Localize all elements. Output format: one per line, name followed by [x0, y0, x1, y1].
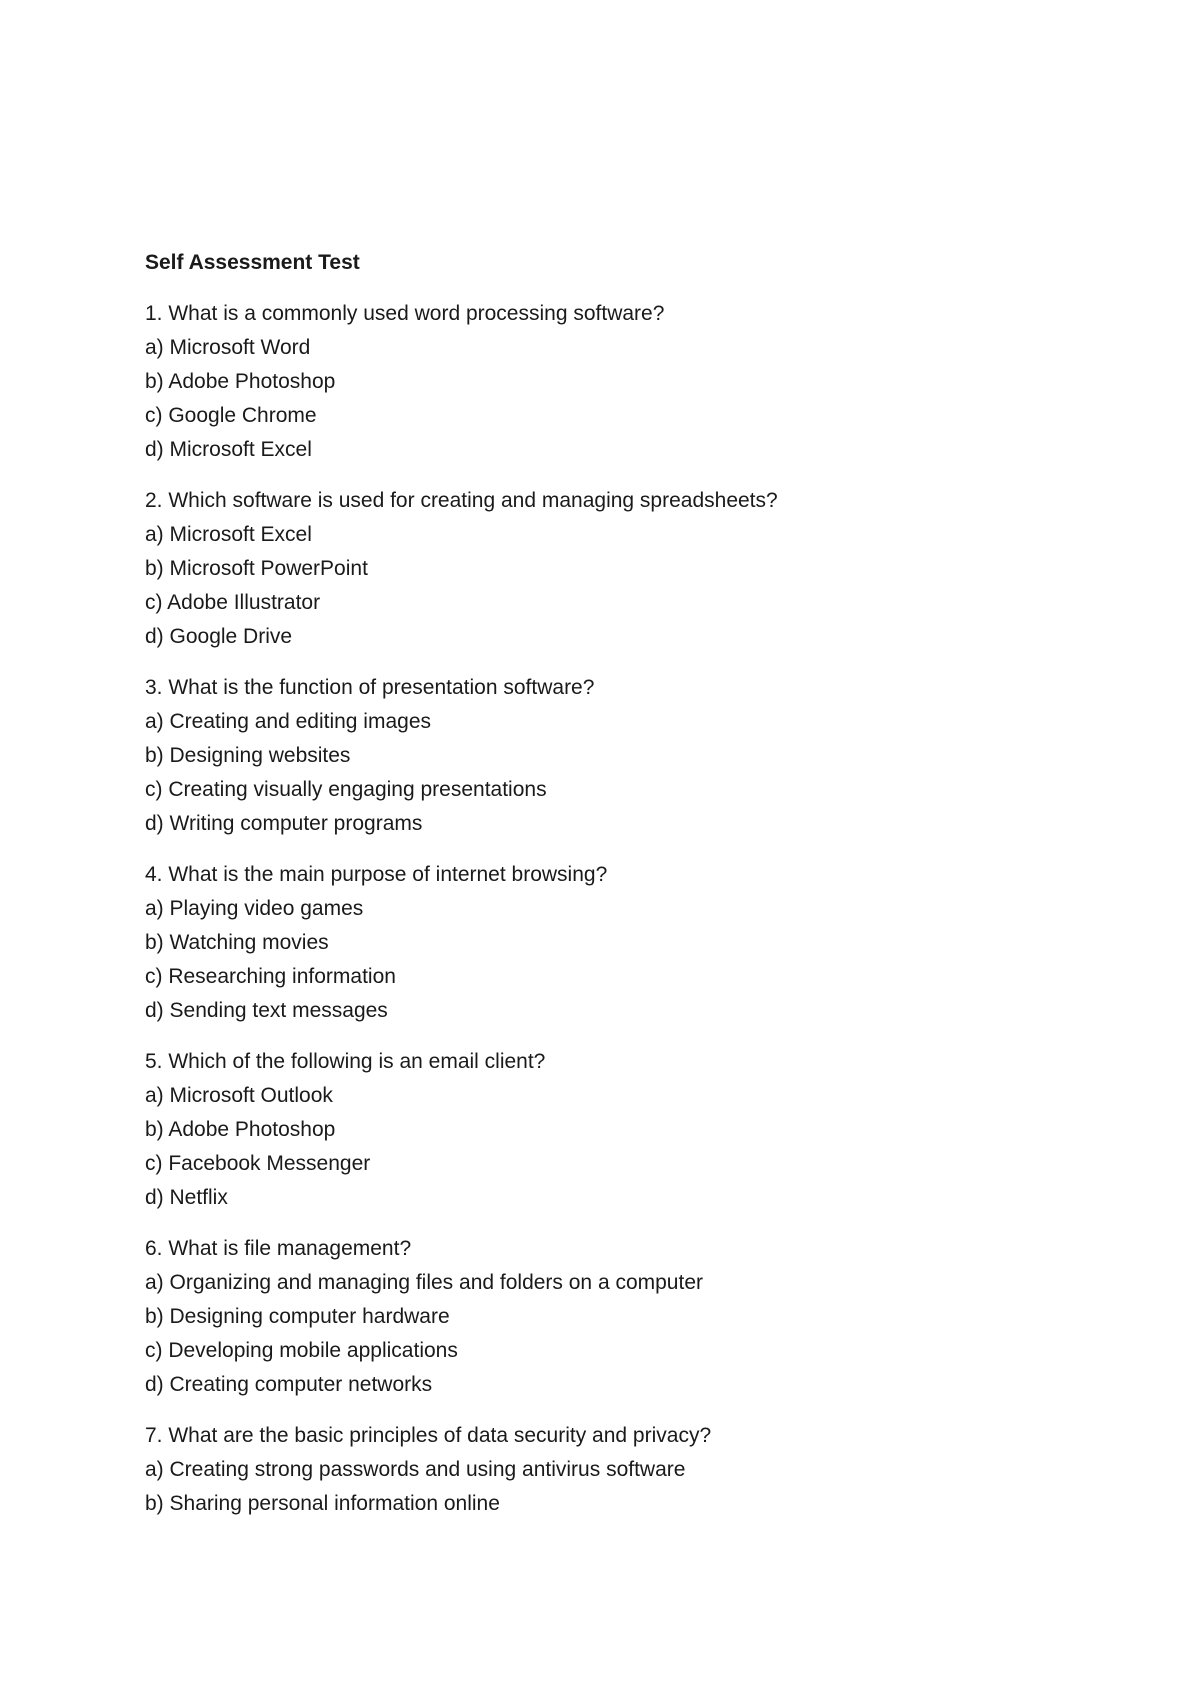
answer-option: a) Microsoft Word [145, 336, 311, 359]
answer-option: d) Creating computer networks [145, 1373, 433, 1396]
answer-option: a) Microsoft Outlook [145, 1084, 333, 1107]
answer-option: b) Designing websites [145, 744, 351, 767]
question-3 [145, 671, 1105, 841]
answer-option: c) Adobe Illustrator [145, 591, 321, 614]
answer-option: a) Microsoft Excel [145, 523, 312, 546]
answer-option: a) Organizing and managing files and folders on a computer [145, 1271, 703, 1294]
question-text: 1. What is a commonly used word processing software? [145, 302, 665, 325]
answer-option: b) Watching movies [145, 931, 329, 954]
question-5 [145, 1045, 1105, 1215]
answer-option: c) Facebook Messenger [145, 1152, 371, 1175]
question-text: 6. What is file management? [145, 1237, 412, 1260]
answer-option: d) Sending text messages [145, 999, 388, 1022]
answer-option: a) Playing video games [145, 897, 364, 920]
answer-option: b) Adobe Photoshop [145, 370, 336, 393]
question-text: 2. Which software is used for creating and managing spreadsheets? [145, 489, 778, 512]
answer-option: a) Creating and editing images [145, 710, 432, 733]
answer-option: c) Creating visually engaging presentations [145, 778, 547, 801]
answer-option: b) Adobe Photoshop [145, 1118, 336, 1141]
question-text: 3. What is the function of presentation software? [145, 676, 595, 699]
question-text: 4. What is the main purpose of internet browsing? [145, 863, 608, 886]
document-title: Self Assessment Test [145, 251, 360, 274]
answer-option: b) Sharing personal information online [145, 1492, 500, 1515]
question-text: 7. What are the basic principles of data security and privacy? [145, 1424, 712, 1447]
question-1 [145, 297, 1105, 467]
answer-option: c) Developing mobile applications [145, 1339, 458, 1362]
answer-option: b) Microsoft PowerPoint [145, 557, 368, 580]
answer-option: a) Creating strong passwords and using antivirus software [145, 1458, 686, 1481]
answer-option: c) Researching information [145, 965, 396, 988]
answer-option: d) Google Drive [145, 625, 293, 648]
answer-option: d) Netflix [145, 1186, 228, 1209]
document-page [145, 246, 1105, 1538]
answer-option: d) Writing computer programs [145, 812, 423, 835]
answer-option: d) Microsoft Excel [145, 438, 312, 461]
question-text: 5. Which of the following is an email client? [145, 1050, 546, 1073]
question-2 [145, 484, 1105, 654]
question-6 [145, 1232, 1105, 1402]
answer-option: b) Designing computer hardware [145, 1305, 450, 1328]
answer-option: c) Google Chrome [145, 404, 317, 427]
question-7 [145, 1419, 1105, 1521]
question-4 [145, 858, 1105, 1028]
